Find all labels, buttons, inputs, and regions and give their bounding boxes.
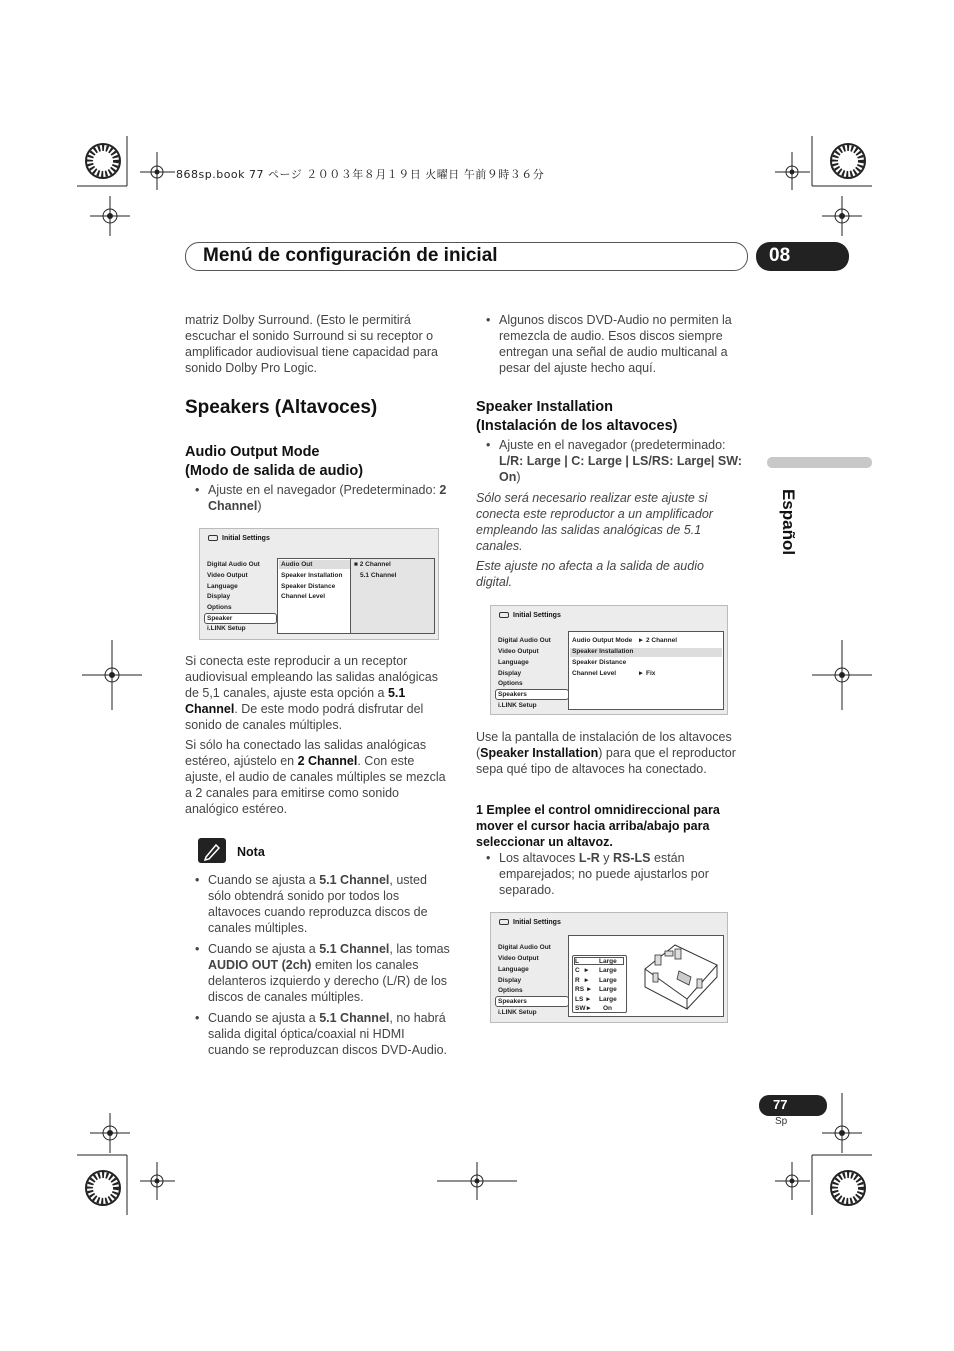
screen-audio-output-mode: [199, 528, 439, 640]
submenu-item-selected: Speaker Installation: [572, 648, 634, 655]
menu-item: Language: [207, 583, 238, 590]
menu-item: Language: [498, 659, 529, 666]
note-label: Nota: [237, 845, 265, 859]
menu-item: Options: [498, 987, 523, 994]
menu-item: Options: [498, 680, 523, 687]
speaker-size: Large: [599, 977, 617, 984]
speaker-label: R ►: [575, 977, 590, 984]
menu-item: Options: [207, 604, 232, 611]
italic-note-1: Sólo será necesario realizar este ajuste si conecta este reproductor a un amplificador empleando las salidas analógicas de 5.1 canales.: [476, 491, 713, 553]
menu-item: Digital Audio Out: [207, 561, 260, 568]
subsection-title-speaker-installation: Speaker Installation (Instalación de los altavoces): [476, 399, 678, 434]
submenu-item: Speaker Distance: [281, 583, 336, 590]
option: 5.1 Channel: [360, 572, 397, 579]
screen-title: Initial Settings: [513, 919, 561, 926]
speaker-installation-paragraph: Use la pantalla de instalación de los altavoces (Speaker Installation) para que el reproductor sepa qué tipo de altavoces ha conectado.: [476, 730, 736, 776]
speaker-size: Large: [599, 967, 617, 974]
language-tab-label: Español: [779, 488, 798, 556]
speaker-label: LS ►: [575, 996, 592, 1003]
submenu-item: Channel Level: [281, 593, 326, 600]
step-1: 1 Emplee el control omnidireccional para mover el cursor hacia arriba/abajo para seleccionar un altavoz.: [476, 803, 720, 849]
menu-item: Display: [207, 593, 231, 600]
note-bullet: • Cuando se ajusta a 5.1 Channel, no habrá salida digital óptica/coaxial ni HDMI cuando se reproduzcan discos DVD-Audio.: [195, 1011, 448, 1057]
speaker-label: SW►: [575, 1005, 592, 1012]
chapter-number: 08: [769, 245, 791, 266]
page-number: 77: [773, 1097, 788, 1112]
submenu-item: Channel Level ► Fix: [572, 670, 656, 677]
page-number-pill: [759, 1095, 827, 1116]
submenu-item: Audio Output Mode ► 2 Channel: [572, 637, 678, 644]
room-speaker-diagram-icon: [641, 939, 721, 1011]
menu-item: Video Output: [498, 955, 539, 962]
dvd-audio-bullet: • Algunos discos DVD-Audio no permiten la remezcla de audio. Esos discos siempre entregan una señal de audio multicanal a pesar del ajuste hecho aquí.: [486, 313, 732, 375]
speaker-label: RS ►: [575, 986, 593, 993]
menu-item: i.LINK Setup: [207, 625, 246, 632]
audio-output-default-bullet: • Ajuste en el navegador (Predeterminado: 2 Channel): [195, 483, 447, 513]
paragraph-2-channel: Si sólo ha conectado las salidas analógicas estéreo, ajústelo en 2 Channel. Con este ajuste, el audio de canales múltiples se mezcla a 2 canales para emitirse como sonido analógico estéreo.: [185, 738, 446, 816]
menu-item: Video Output: [207, 572, 248, 579]
menu-item-selected: Speaker: [207, 615, 233, 622]
menu-item-selected: Speakers: [498, 691, 527, 698]
note-pencil-icon: [198, 838, 226, 863]
menu-item: Display: [498, 977, 522, 984]
intro-paragraph: matriz Dolby Surround. (Esto le permitirá escuchar el sonido Surround si su receptor o amplificador audiovisual tiene capacidad para sonido Dolby Pro Logic.: [185, 313, 438, 375]
screen-speaker-installation: [490, 912, 728, 1023]
speaker-size: Large: [599, 986, 617, 993]
screen-title: Initial Settings: [513, 612, 561, 619]
menu-item: i.LINK Setup: [498, 1009, 537, 1016]
options-panel: [350, 558, 435, 634]
note-bullet: • Cuando se ajusta a 5.1 Channel, las tomas AUDIO OUT (2ch) emiten los canales delanteros izquierdo y derecho (L/R) de los discos de canales múltiples.: [195, 942, 450, 1004]
submenu-item: Speaker Installation: [281, 572, 343, 579]
menu-item: Digital Audio Out: [498, 944, 551, 951]
screen-speaker-settings: [490, 605, 728, 715]
menu-item: Display: [498, 670, 522, 677]
chapter-title: Menú de configuración de inicial: [203, 245, 498, 266]
submenu-item: Audio Out: [281, 561, 313, 568]
menu-item: Video Output: [498, 648, 539, 655]
paragraph-5-1-channel: Si conecta este reproducir a un receptor audiovisual empleando las salidas analógicas de 5,1 canales, ajuste esta opción a 5.1 Channel. De este modo podrá disfrutar del sonido de canales múltiples.: [185, 654, 438, 732]
speaker-size: On: [603, 1005, 613, 1012]
print-metadata-line: 868sp.book 77 ページ ２００３年８月１９日 火曜日 午前９時３６分: [176, 168, 545, 181]
speaker-installation-default-bullet: • Ajuste en el navegador (predeterminado: L/R: Large | C: Large | LS/RS: Large| SW: On): [486, 438, 742, 484]
subsection-title-audio-output: Audio Output Mode (Modo de salida de audio): [185, 444, 364, 479]
language-tab-bar: [767, 457, 872, 468]
menu-item: Digital Audio Out: [498, 637, 551, 644]
paired-speakers-bullet: • Los altavoces L-R y RS-LS están emparejados; no puede ajustarlos por separado.: [486, 851, 709, 897]
speaker-label: L: [575, 958, 579, 965]
menu-item: Language: [498, 966, 529, 973]
screen-title: Initial Settings: [222, 535, 270, 542]
disc-icon: [208, 535, 218, 541]
page-language: Sp: [775, 1116, 788, 1127]
speaker-size: Large: [599, 996, 617, 1003]
speaker-size: Large: [599, 958, 617, 965]
submenu-item: Speaker Distance: [572, 659, 627, 666]
menu-item: i.LINK Setup: [498, 702, 537, 709]
option-selected: ■ 2 Channel: [354, 561, 391, 568]
speaker-label: C ►: [575, 967, 590, 974]
italic-note-2: Este ajuste no afecta a la salida de audio digital.: [476, 559, 704, 589]
menu-item-selected: Speakers: [498, 998, 527, 1005]
disc-icon: [499, 919, 509, 925]
note-bullet: • Cuando se ajusta a 5.1 Channel, usted sólo obtendrá sonido por todos los altavoces cuando reproduzca discos de canales múltiples.: [195, 873, 428, 935]
disc-icon: [499, 612, 509, 618]
section-title: Speakers (Altavoces): [185, 397, 378, 418]
